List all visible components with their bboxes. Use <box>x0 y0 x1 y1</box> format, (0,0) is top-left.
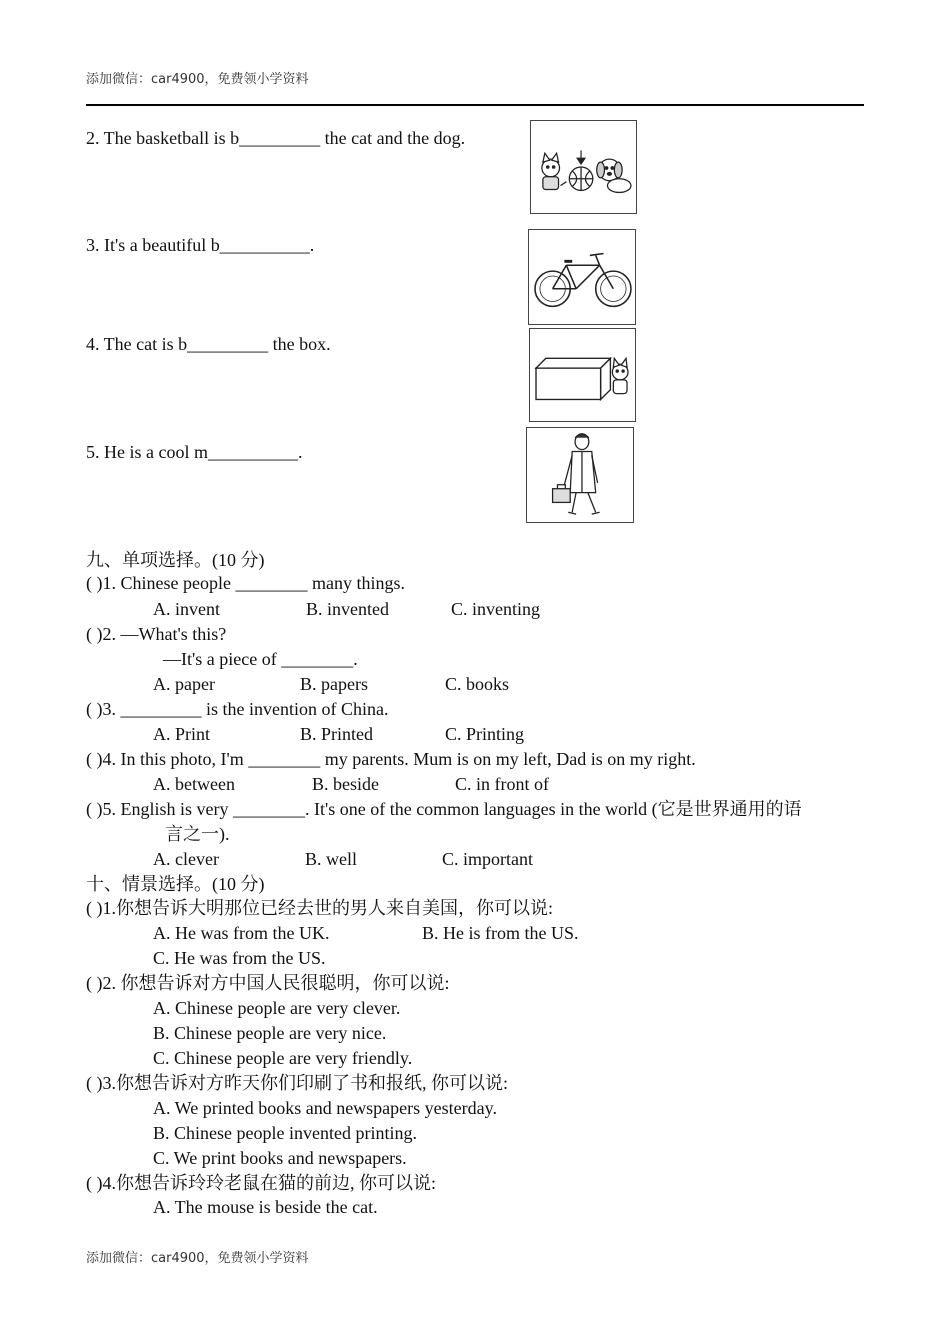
s9-q1-option-a: A. invent <box>153 599 220 619</box>
s10-q1-option-a: A. He was from the UK. <box>153 923 330 943</box>
s9-q1-stem: ( )1. Chinese people ________ many things. <box>86 573 405 593</box>
page-header: 添加微信：car4900，免费领小学资料 <box>86 72 309 87</box>
s9-q5-stem: ( )5. English is very ________. It's one of the common languages in the world (它是世界通用的语 <box>86 799 802 819</box>
briefcase-icon <box>553 485 571 503</box>
basketball-icon <box>569 167 592 190</box>
s10-q1-option-b: B. He is from the US. <box>422 923 579 943</box>
s10-q2-option-a: A. Chinese people are very clever. <box>153 998 401 1018</box>
s9-q2-stem: ( )2. —What's this? <box>86 624 227 644</box>
fill-blank-5: 5. He is a cool m__________. <box>86 442 303 462</box>
s9-q4-option-b: B. beside <box>312 774 379 794</box>
s10-q3-stem: ( )3.你想告诉对方昨天你们印刷了书和报纸, 你可以说: <box>86 1073 508 1093</box>
s9-q1-option-c: C. inventing <box>451 599 540 619</box>
ball-between-cat-and-dog-picture <box>530 120 637 214</box>
s9-q1-option-b: B. invented <box>306 599 389 619</box>
s10-q4-option-a: A. The mouse is beside the cat. <box>153 1197 378 1217</box>
s9-q4-stem: ( )4. In this photo, I'm ________ my parents. Mum is on my left, Dad is on my right. <box>86 749 696 769</box>
s10-q1-option-c: C. He was from the US. <box>153 948 326 968</box>
s10-q3-option-b: B. Chinese people invented printing. <box>153 1123 417 1143</box>
section-9-title: 九、单项选择。(10 分) <box>86 550 265 570</box>
s9-q5-option-c: C. important <box>442 849 533 869</box>
cat-icon <box>542 153 566 189</box>
s10-q2-option-b: B. Chinese people are very nice. <box>153 1023 387 1043</box>
s9-q5-stem-2: 言之一). <box>165 824 230 844</box>
s10-q2-stem: ( )2. 你想告诉对方中国人民很聪明，你可以说: <box>86 973 450 993</box>
fill-blank-3: 3. It's a beautiful b__________. <box>86 235 315 255</box>
s9-q2-option-a: A. paper <box>153 674 215 694</box>
s9-q2-stem-2: —It's a piece of ________. <box>163 649 358 669</box>
s9-q3-option-a: A. Print <box>153 724 211 744</box>
s10-q4-stem: ( )4.你想告诉玲玲老鼠在猫的前边, 你可以说: <box>86 1173 436 1193</box>
s9-q3-option-b: B. Printed <box>300 724 374 744</box>
s10-q3-option-c: C. We print books and newspapers. <box>153 1148 407 1168</box>
s9-q3-stem: ( )3. _________ is the invention of China. <box>86 699 389 719</box>
bicycle-picture <box>528 229 636 325</box>
man-picture <box>526 427 634 523</box>
cat-icon <box>612 358 628 393</box>
s9-q2-option-b: B. papers <box>300 674 368 694</box>
box-icon <box>536 358 610 399</box>
fill-blank-4: 4. The cat is b_________ the box. <box>86 334 331 354</box>
cat-behind-box-picture <box>529 328 636 422</box>
header-divider <box>86 104 864 106</box>
down-arrow-icon <box>577 150 585 164</box>
s10-q3-option-a: A. We printed books and newspapers yesterday. <box>153 1098 497 1118</box>
s9-q5-option-a: A. clever <box>153 849 219 869</box>
s9-q4-option-c: C. in front of <box>455 774 549 794</box>
s10-q2-option-c: C. Chinese people are very friendly. <box>153 1048 413 1068</box>
section-10-title: 十、情景选择。(10 分) <box>86 874 265 894</box>
page-footer: 添加微信：car4900，免费领小学资料 <box>86 1251 309 1266</box>
s9-q4-option-a: A. between <box>153 774 235 794</box>
fill-blank-2: 2. The basketball is b_________ the cat and the dog. <box>86 128 466 148</box>
s9-q5-option-b: B. well <box>305 849 357 869</box>
bicycle-icon <box>535 254 631 307</box>
dog-icon <box>597 159 631 192</box>
s9-q2-option-c: C. books <box>445 674 510 694</box>
s10-q1-stem: ( )1.你想告诉大明那位已经去世的男人来自美国，你可以说: <box>86 898 553 918</box>
s9-q3-option-c: C. Printing <box>445 724 525 744</box>
